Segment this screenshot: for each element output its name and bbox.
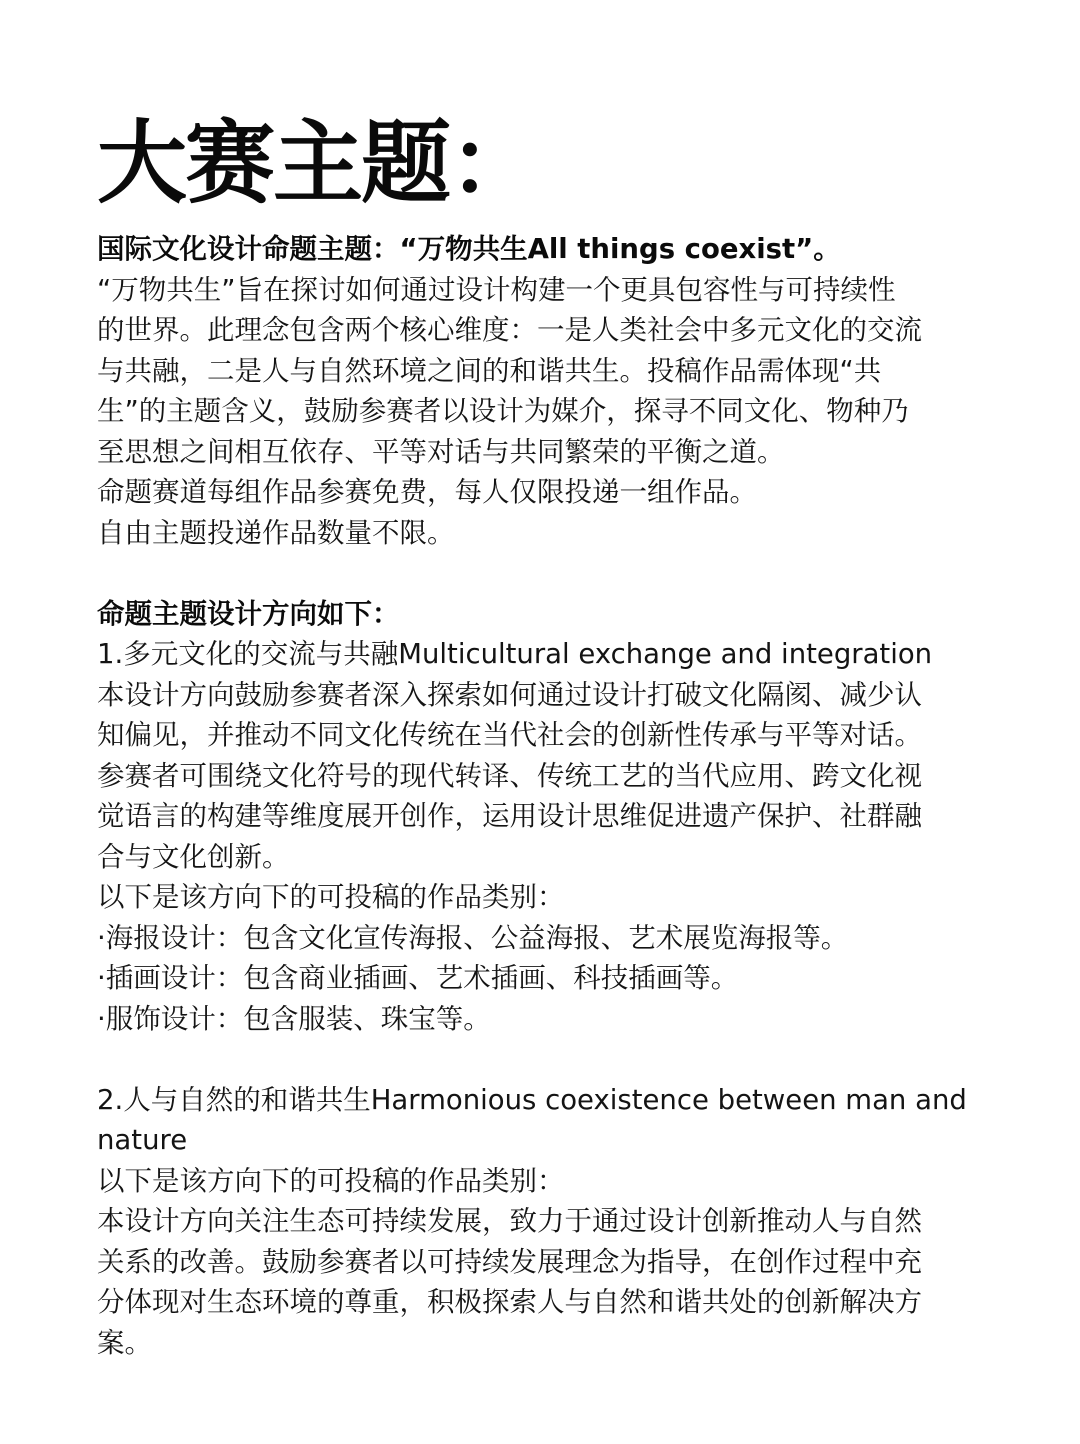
content-body [97,229,977,1363]
direction-1-description-line: 知偏见，并推动不同文化传统在当代社会的创新性传承与平等对话。 [97,719,922,751]
intro-description-line: “万物共生”旨在探讨如何通过设计构建一个更具包容性与可持续性 [97,273,896,306]
direction-2-description-line: 案。 [97,1326,152,1359]
direction-1-description-line: 合与文化创新。 [97,840,290,873]
direction-1-description-line: 本设计方向鼓励参赛者深入探索如何通过设计打破文化隔阂、减少认 [97,678,922,711]
direction-2-title-line: 2.人与自然的和谐共生Harmonious coexistence between man and [97,1083,967,1116]
section-spacer [97,553,977,594]
intro-description-line: 生”的主题含义，鼓励参赛者以设计为媒介，探寻不同文化、物种乃 [97,395,909,427]
directions-section [97,594,977,1364]
direction-1-description-line: 参赛者可围绕文化符号的现代转译、传统工艺的当代应用、跨文化视 [97,759,922,792]
free-theme-note: 自由主题投递作品数量不限。 [97,516,455,549]
intro-description-line: 与共融，二是人与自然环境之间的和谐共生。投稿作品需体现“共 [97,354,882,387]
category-item-illustration: ·插画设计：包含商业插画、艺术插画、科技插画等。 [97,962,739,994]
intro-description-line: 的世界。此理念包含两个核心维度：一是人类社会中多元文化的交流 [97,314,922,346]
section-spacer [97,1039,977,1080]
direction-1-description-line: 觉语言的构建等维度展开创作，运用设计思维促进遗产保护、社群融 [97,800,922,832]
category-item-poster: ·海报设计：包含文化宣传海报、公益海报、艺术展览海报等。 [97,921,849,954]
direction-2-description-line: 分体现对生态环境的尊重，积极探索人与自然和谐共处的创新解决方 [97,1286,922,1318]
intro-description-line: 至思想之间相互依存、平等对话与共同繁荣的平衡之道。 [97,435,785,468]
category-item-fashion: ·服饰设计：包含服装、珠宝等。 [97,1002,491,1035]
directions-heading: 命题主题设计方向如下： [97,597,400,630]
direction-2-categories-heading: 以下是该方向下的可投稿的作品类别： [97,1164,565,1197]
direction-2-description-line: 本设计方向关注生态可持续发展，致力于通过设计创新推动人与自然 [97,1205,922,1237]
direction-1-categories-heading: 以下是该方向下的可投稿的作品类别： [97,881,565,913]
fee-note: 命题赛道每组作品参赛免费，每人仅限投递一组作品。 [97,476,757,508]
intro-heading: 国际文化设计命题主题：“万物共生All things coexist”。 [97,233,841,265]
direction-1-title: 1.多元文化的交流与共融Multicultural exchange and integration [97,638,933,670]
direction-2-title-line: nature [97,1124,188,1156]
page-title: 大赛主题： [97,110,537,216]
direction-2 [97,1080,977,1364]
intro-section [97,229,977,553]
direction-1 [97,634,977,1039]
direction-2-description-line: 关系的改善。鼓励参赛者以可持续发展理念为指导，在创作过程中充 [97,1245,922,1278]
